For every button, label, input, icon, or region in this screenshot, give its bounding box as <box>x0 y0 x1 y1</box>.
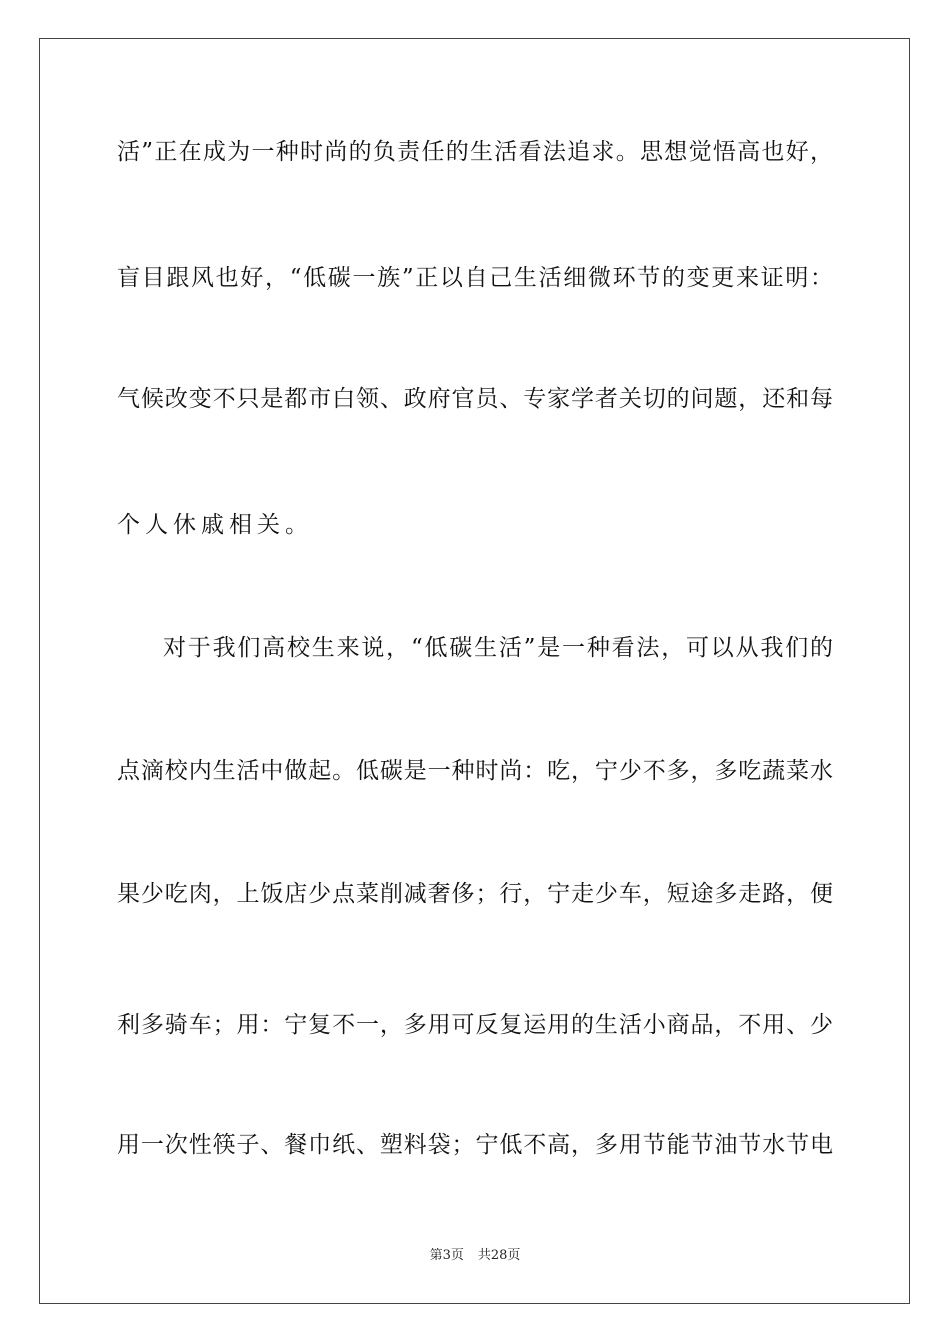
total-pages: 共28页 <box>477 1248 521 1263</box>
paragraph-line: 活”正在成为一种时尚的负责任的生活看法追求。思想觉悟高也好， <box>117 139 833 165</box>
paragraph-line: 对于我们高校生来说，“低碳生活”是一种看法，可以从我们的 <box>163 635 833 661</box>
page-footer <box>0 1247 950 1265</box>
paragraph-line: 盲目跟风也好，“低碳一族”正以自己生活细微环节的变更来证明： <box>117 265 833 291</box>
paragraph-line: 点滴校内生活中做起。低碳是一种时尚：吃，宁少不多，多吃蔬菜水 <box>117 758 833 784</box>
paragraph-line: 用一次性筷子、餐巾纸、塑料袋；宁低不高，多用节能节油节水节电 <box>117 1132 833 1158</box>
paragraph-line: 个人休戚相关。 <box>117 512 313 538</box>
page-border <box>39 38 910 1304</box>
paragraph-line: 气候改变不只是都市白领、政府官员、专家学者关切的问题，还和每 <box>117 386 833 412</box>
page-number: 第3页 <box>429 1248 464 1263</box>
paragraph-line: 果少吃肉，上饭店少点菜削减奢侈；行，宁走少车，短途多走路，便 <box>117 881 833 907</box>
paragraph-line: 利多骑车；用：宁复不一，多用可反复运用的生活小商品，不用、少 <box>117 1012 833 1038</box>
